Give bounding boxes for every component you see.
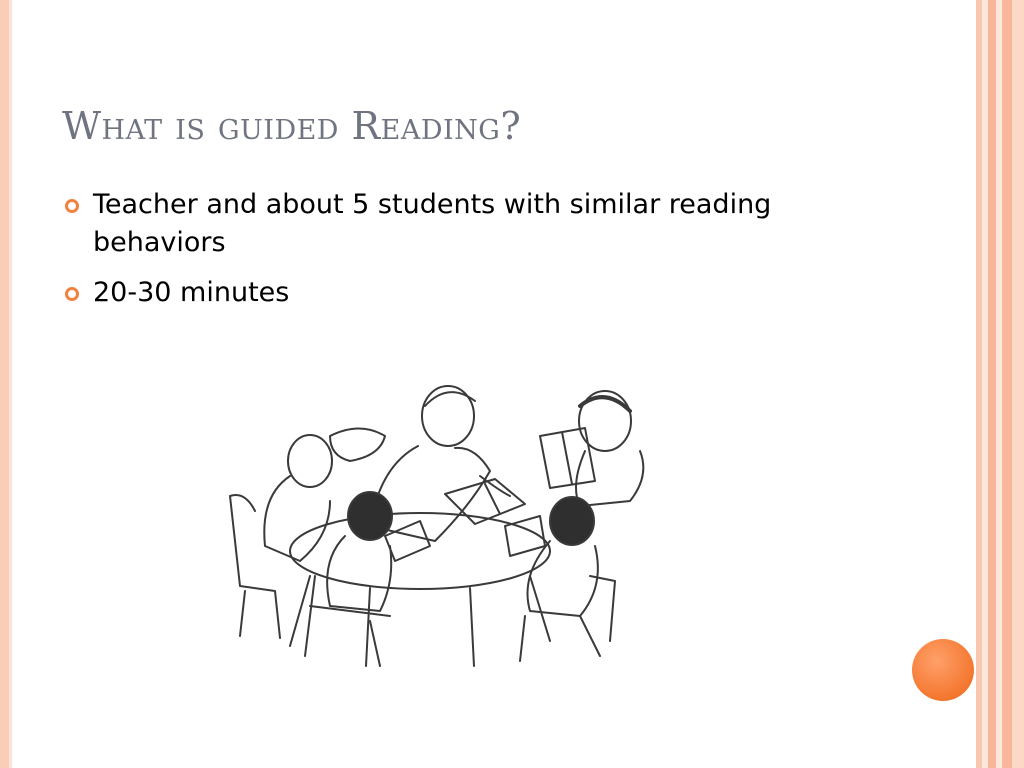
- bullet-text: Teacher and about 5 students with similar reading behaviors: [93, 189, 772, 258]
- guided-reading-group-illustration: [220, 376, 660, 682]
- slide-title: What is guided Reading?: [62, 104, 522, 148]
- bullet-circle-icon: [65, 199, 79, 213]
- child-figure-right: [540, 391, 643, 506]
- teacher-figure: [370, 386, 525, 541]
- right-border-band: [1002, 0, 1012, 768]
- empty-chair: [330, 429, 385, 462]
- bullet-circle-icon: [65, 287, 79, 301]
- right-border-band: [988, 0, 996, 768]
- bullet-list: [62, 186, 782, 324]
- left-border-stripe-inner: [9, 0, 12, 768]
- bullet-text: 20-30 minutes: [93, 277, 290, 308]
- bullet-item: [62, 186, 782, 262]
- right-border-band: [1012, 0, 1024, 768]
- bullet-item: [62, 274, 782, 312]
- child-figure-front-right: [505, 497, 615, 661]
- left-border-stripe: [0, 0, 9, 768]
- decorative-orange-orb: [912, 639, 974, 701]
